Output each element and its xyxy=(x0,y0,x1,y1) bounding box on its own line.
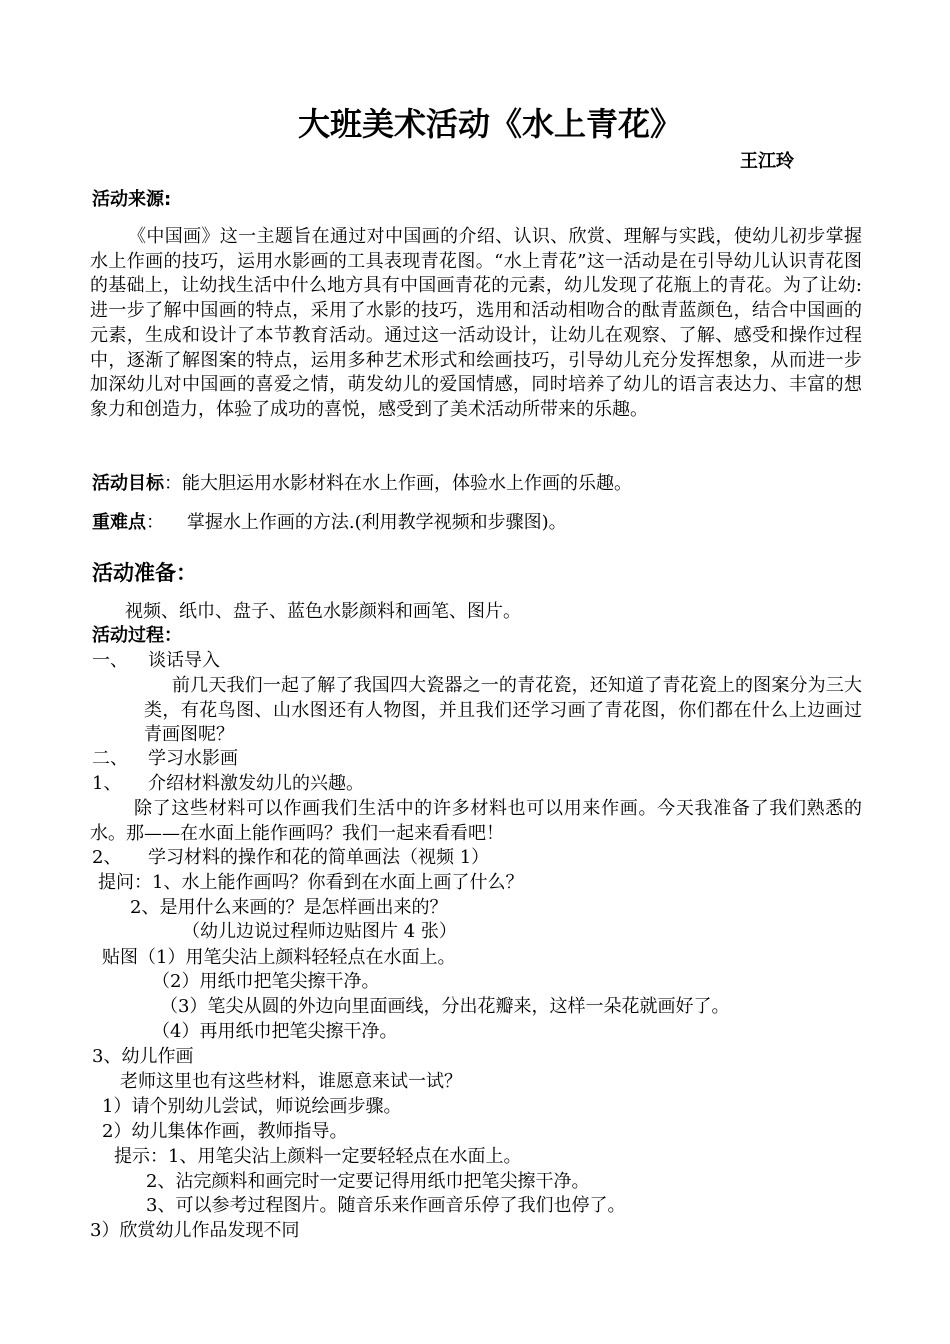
author-name: 王江玲 xyxy=(740,151,794,172)
preparation-heading: 活动准备： xyxy=(92,561,197,585)
process-heading: 活动过程： xyxy=(92,625,182,646)
item1-title: 介绍材料激发幼儿的兴趣。 xyxy=(148,773,364,794)
item3-sub-1: 1）请个别幼儿尝试，师说绘画步骤。 xyxy=(102,1096,402,1117)
item1-text: 除了这些材料可以作画我们生活中的许多材料也可以用来作画。今天我准备了我们熟悉的水。那——在水面上能作画吗？我们一起来看看吧！ xyxy=(90,798,862,844)
tip-2: 2、沾完颜料和画完时一定要记得用纸巾把笔尖擦干净。 xyxy=(146,1171,590,1192)
key-points-line xyxy=(92,511,567,535)
question-2: 2、是用什么来画的？是怎样画出来的？ xyxy=(130,897,448,918)
section1-title: 谈话导入 xyxy=(148,650,220,671)
preparation-text: 视频、纸巾、盘子、蓝色水影颜料和画笔、图片。 xyxy=(125,601,521,622)
source-paragraph: 《中国画》这一主题旨在通过对中国画的介绍、认识、欣赏、理解与实践，使幼儿初步掌握水上作画的技巧，运用水影画的工具表现青花图。“水上青花”这一活动是在引导幼儿认识青花图的基础上，让幼找生活中什么地方具有中国画青花的元素，幼儿发现了花瓶上的青花。为了让幼:进一步了解中国画的特点，采用了水影的技巧，选用和活动相吻合的酞青蓝颜色，结合中国画的元素，生成和设计了本节教育活动。通过这一活动设计，让幼儿在观察、了解、感受和操作过程中，逐渐了解图案的特点，运用多种艺术形式和绘画技巧，引导幼儿充分发挥想象，从而进一步加深幼儿对中国画的喜爱之情，萌发幼儿的爱国情感，同时培养了幼儿的语言表达力、丰富的想象力和创造力，体验了成功的喜悦，感受到了美术活动所带来的乐趣。 xyxy=(90,226,862,420)
tip-3: 3、可以参考过程图片。随音乐来作画音乐停了我们也停了。 xyxy=(146,1195,626,1216)
section2-number: 二、 xyxy=(92,748,128,769)
question-3: （幼儿边说过程师边贴图片 4 张） xyxy=(182,921,457,942)
section1-text: 前几天我们一起了解了我国四大瓷器之一的青花瓷，还知道了青花瓷上的图案分为三大类，有花鸟图、山水图还有人物图，并且我们还学习画了青花图，你们都在什么上边画过青画图呢？ xyxy=(144,675,862,745)
section2-title: 学习水影画 xyxy=(148,748,238,769)
section1-number: 一、 xyxy=(92,650,128,671)
item1-number: 1、 xyxy=(92,773,122,794)
document-title: 大班美术活动《水上青花》 xyxy=(297,105,682,143)
step-1: 贴图（1）用笔尖沾上颜料轻轻点在水面上。 xyxy=(102,947,456,968)
goal-label: 活动目标 xyxy=(92,473,164,494)
key-points-text: ： 掌握水上作画的方法.(利用教学视频和步骤图)。 xyxy=(146,512,567,533)
item3-title: 3、幼儿作画 xyxy=(92,1046,194,1067)
item2-title: 学习材料的操作和花的简单画法（视频 1） xyxy=(148,847,490,868)
item3-sub-3: 3）欣赏幼儿作品发现不同 xyxy=(90,1220,300,1241)
goal-text: ：能大胆运用水影材料在水上作画，体验水上作画的乐趣。 xyxy=(164,473,632,494)
source-heading: 活动来源: xyxy=(92,189,172,210)
question-1: 提问：1、水上能作画吗？你看到在水面上画了什么？ xyxy=(98,872,524,893)
item2-number: 2、 xyxy=(92,847,122,868)
key-points-label: 重难点 xyxy=(92,512,146,533)
goal-line xyxy=(92,472,632,496)
tip-1: 提示：1、用笔尖沾上颜料一定要轻轻点在水面上。 xyxy=(114,1146,522,1167)
step-3: （3）笔尖从圆的外边向里面画线，分出花瓣来，这样一朵花就画好了。 xyxy=(160,996,730,1017)
item3-sub-2: 2）幼儿集体作画，教师指导。 xyxy=(102,1121,348,1142)
item3-intro: 老师这里也有这些材料，谁愿意来试一试？ xyxy=(120,1071,462,1092)
step-2: （2）用纸巾把笔尖擦干净。 xyxy=(152,971,380,992)
step-4: （4）再用纸巾把笔尖擦干净。 xyxy=(152,1021,398,1042)
